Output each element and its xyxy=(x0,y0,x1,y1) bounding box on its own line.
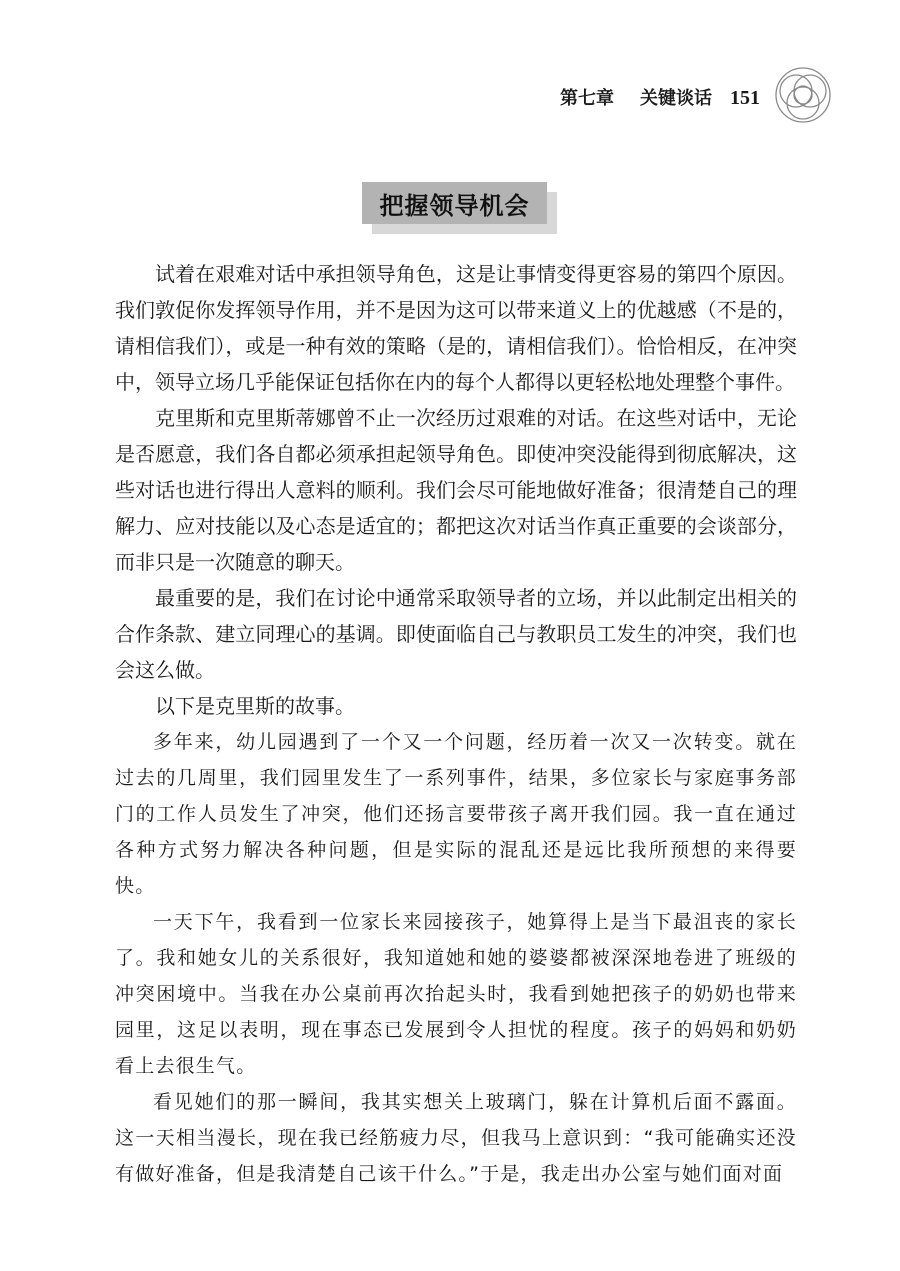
paragraph: 克里斯和克里斯蒂娜曾不止一次经历过艰难的对话。在这些对话中，无论是否愿意，我们各自都必须承担起领导角色。即使冲突没能得到彻底解决，这些对话也进行得出人意料的顺利。我们会尽可能地做好准备；很清楚自己的理解力、应对技能以及心态是适宜的；都把这次对话当作真正重要的会谈部分，而非只是一次随意的聊天。 xyxy=(115,406,797,574)
paragraph: 最重要的是，我们在讨论中通常采取领导者的立场，并以此制定出相关的合作条款、建立同理心的基调。即使面临自己与教职员工发生的冲突，我们也会这么做。 xyxy=(115,586,797,682)
section-title-box xyxy=(362,182,547,230)
story-paragraph: 多年来，幼儿园遇到了一个又一个问题，经历着一次又一次转变。就在过去的几周里，我们园里发生了一系列事件，结果，多位家长与家庭事务部门的工作人员发生了冲突，他们还扬言要带孩子离开我们园。我一直在通过各种方式努力解决各种问题，但是实际的混乱还是远比我所预想的来得要快。 xyxy=(115,731,797,897)
paragraph: 以下是克里斯的故事。 xyxy=(155,694,355,718)
chapter-title: 关键谈话 xyxy=(640,88,712,109)
circles-ornament-icon xyxy=(772,64,834,126)
paragraph: 试着在艰难对话中承担领导角色，这是让事情变得更容易的第四个原因。我们敦促你发挥领导作用，并不是因为这可以带来道义上的优越感（不是的，请相信我们），或是一种有效的策略（是的，请相信我们）。恰恰相反，在冲突中，领导立场几乎能保证包括你在内的每个人都得以更轻松地处理整个事件。 xyxy=(115,262,797,394)
body-text xyxy=(115,256,797,1192)
chapter-number: 第七章 xyxy=(560,88,614,109)
running-header xyxy=(560,84,760,110)
story-paragraph: 看见她们的那一瞬间，我其实想关上玻璃门，躲在计算机后面不露面。这一天相当漫长，现在我已经筋疲力尽，但我马上意识到：“我可能确实还没有做好准备，但是我清楚自己该干什么。”于是，我走出办公室与她们面对面 xyxy=(115,1091,797,1185)
story-paragraph: 一天下午，我看到一位家长来园接孩子，她算得上是当下最沮丧的家长了。我和她女儿的关系很好，我知道她和她的婆婆都被深深地卷进了班级的冲突困境中。当我在办公桌前再次抬起头时，我看到她把孩子的奶奶也带来园里，这足以表明，现在事态已发展到令人担忧的程度。孩子的妈妈和奶奶看上去很生气。 xyxy=(115,911,797,1077)
section-title: 把握领导机会 xyxy=(362,182,547,224)
page-number: 151 xyxy=(730,87,760,109)
